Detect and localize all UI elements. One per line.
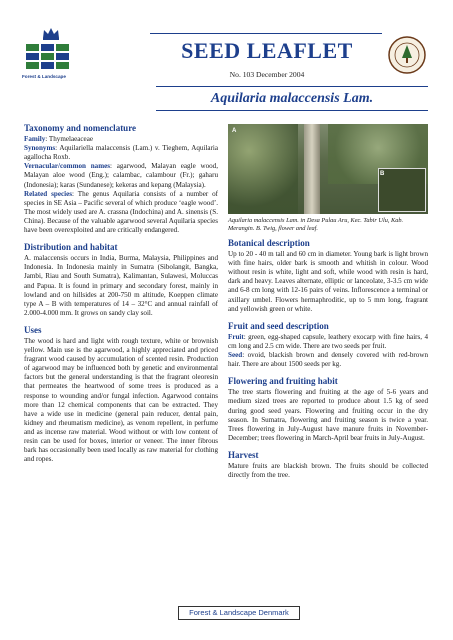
fruit-label: Fruit (228, 332, 244, 341)
botanical-heading: Botanical description (228, 238, 310, 248)
fruit-value: : green, egg-shaped capsule, leathery exocarp with fine hairs, 4 cm long and 2.5 cm wide. There are two seeds per fruit. (228, 332, 428, 350)
seed-label: Seed (228, 351, 243, 360)
family-value: : Thymelaeaceae (45, 135, 94, 144)
family-label: Family (24, 135, 46, 144)
flowering-heading: Flowering and fruiting habit (228, 376, 338, 387)
synonyms-value: : Aquilariella malaccensis (Lam.) v. Tieghem, Aquilaria agallocha Roxb. (24, 144, 218, 162)
distribution-text: A. malaccensis occurs in India, Burma, Malaysia, Philippines and Indonesia. In Indonesia mainly in Sumatra (Sibolangit, Bangka, Jambi, Riau and South Sumatra), Kalimantan, Sulawesi, Moluccas and Papua. It is found in primary and secondary forest, mainly in lowland and on hillsides at 200-750 m altitude, Koeppen climate type A – B with temperatures of 14 – 32°C and annual rainfall of 2.000-4.000 mm. It grows on sandy clay soil. (24, 254, 218, 317)
institute-seal-icon (388, 36, 426, 74)
vernacular-label: Vernacular/common names (24, 162, 111, 171)
tree-photo (228, 124, 428, 214)
issue-number: No. 103 December 2004 (229, 70, 305, 79)
photo-label-b: B (380, 171, 385, 177)
species-rule-bottom (156, 110, 428, 111)
right-column (228, 124, 428, 488)
photo-caption: Aquilaria malaccensis Lam. in Desa Pulau Aru, Kec. Tabir Ulu, Kab. Merangin. B. Twig, flower and leaf. (228, 217, 404, 232)
footer-label: Forest & Landscape Denmark (178, 606, 300, 620)
twig-inset-photo (378, 168, 426, 212)
fruit-text (228, 333, 428, 369)
page-title: SEED LEAFLET (181, 38, 353, 63)
uses-heading: Uses (24, 324, 42, 335)
harvest-text: Mature fruits are blackish brown. The fruits should be collected directly from the tree. (228, 461, 428, 480)
botanical-text: Up to 20 - 40 m tall and 60 cm in diameter. Young bark is light brown with fine hairs, older bark is smooth and whitish in colour. Wood without resin is white, light and soft, while wood with resin is hard, dark and heavy. Leaves alternate, elliptic or lanceolate, 3-3.5 cm wide and 6-8 cm long with 12-16 pairs of veins. Inflorescence a terminal or axillary umbel. Flowers hermaphroditic, up to 5 mm long, fragrant and yellowish green or white. (228, 250, 428, 313)
synonyms-label: Synonyms (24, 144, 56, 153)
species-rule-top (156, 86, 428, 87)
taxonomy-heading: Taxonomy and nomenclature (24, 123, 137, 133)
flowering-text: The tree starts flowering and fruiting at the age of 5-6 years and medium sized trees are reported to produce about 1.5 kg of seed during good seed years. Flowering and fruiting occur in the dry season. In Sumatra, flowering and fruiting season is twice a year. Trees flowering in July-August have manure fruits in November-December; trees flowering in March-April bear fruits in July-August. (228, 388, 428, 442)
related-value: : The genus Aquilaria consists of a number of species in SE Asia – Pacific several of which produce ‘eagle wood’. The most widely used are A. crassna (Indochina) and A. sinensis (S. China). Because of the valuable agarwood several Aquilaria species have been overexploited and are critically endangered. (24, 189, 218, 235)
seed-value: : ovoid, blackish brown and densely covered with red-brown hair. There are about 1500 seeds per kg. (228, 351, 428, 369)
taxonomy-text (24, 135, 218, 235)
distribution-heading: Distribution and habitat (24, 242, 118, 253)
uses-text: The wood is hard and light with rough texture, white or brownish yellow. Main use is the agarwood, a highly appreciated and priced fragrant wood caused by accumulation of scented resin. Production of agarwood may be influenced both by genetic and environmental factors but the general understanding is that the fragrant oleoresin that permeates the heartwood of some trees is produced as a response to wounding and/or fungal infection. Agarwood contains more than 12 chemical components that can be extracted. They have a wide use in medicine (general pain reducer, dental pain, kidney and rheumatism medicine), as venom repellent, in perfume and as incense raw material. Wood without or with low content of resin can be used for boxes, interior or veneer. The inner fibrous bark has occasionally been used locally as raw material for clothing and ropes. (24, 336, 218, 464)
crown-icon (42, 26, 60, 40)
related-label: Related species (24, 189, 73, 198)
fruit-heading: Fruit and seed description (228, 320, 329, 331)
leaf-grid-icon (26, 44, 70, 70)
species-title: Aquilaria malaccensis Lam. (210, 91, 374, 106)
photo-label-a: A (232, 128, 237, 134)
tree-trunk (304, 124, 320, 214)
vernacular-value: : agarwood, Malayan eagle wood, Malayan aloe wood (Eng.); calambac, calambour (Fr.); gaharu (Indonesia); karas (Sundanese); kekeras and kepang (Malaysia). (24, 162, 218, 189)
left-column (24, 124, 218, 472)
logo-caption: Forest & Landscape (22, 74, 66, 79)
header-rule (150, 33, 382, 34)
forest-landscape-logo (22, 22, 82, 82)
harvest-heading: Harvest (228, 449, 259, 460)
